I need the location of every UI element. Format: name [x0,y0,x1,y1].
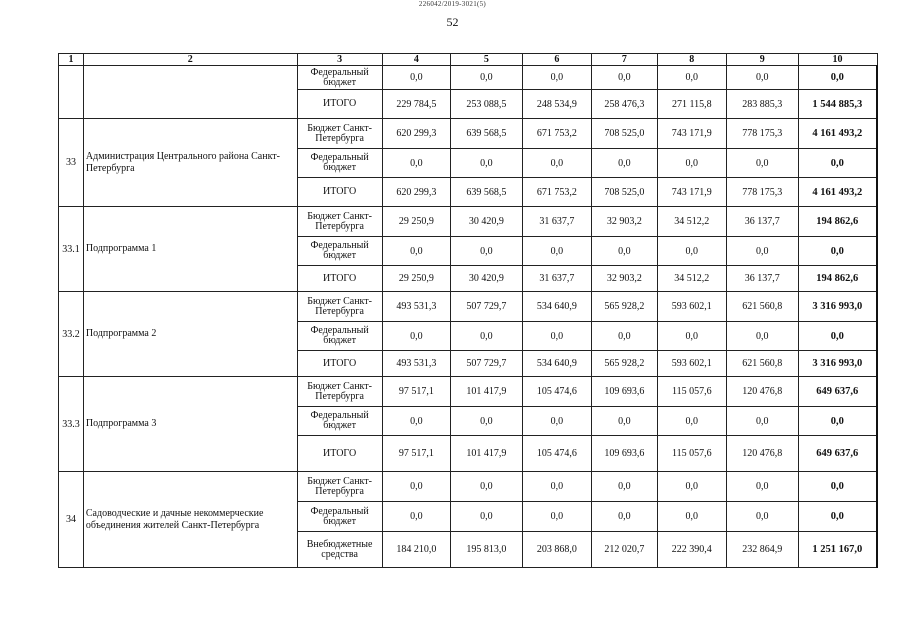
total-value-cell: 0,0 [798,66,877,90]
total-value-cell: 3 316 993,0 [798,292,877,322]
year-value-cell: 0,0 [727,322,799,351]
funding-source-cell: Федеральный бюджет [297,502,382,532]
funding-source-cell: ИТОГО [297,351,382,377]
header-cell: 7 [592,54,657,66]
total-value-cell: 1 544 885,3 [798,90,877,119]
year-value-cell: 115 057,6 [657,436,727,472]
year-value-cell: 0,0 [592,66,657,90]
year-value-cell: 253 088,5 [451,90,523,119]
year-value-cell: 0,0 [657,237,727,266]
funding-source-cell: Бюджет Санкт-Петербурга [297,292,382,322]
year-value-cell: 258 476,3 [592,90,657,119]
page-number: 52 [446,15,459,29]
year-value-cell: 34 512,2 [657,207,727,237]
year-value-cell: 271 115,8 [657,90,727,119]
program-name-cell: Подпрограмма 1 [83,207,297,292]
header-cell: 3 [297,54,382,66]
year-value-cell: 115 057,6 [657,377,727,407]
year-value-cell: 222 390,4 [657,532,727,568]
year-value-cell: 493 531,3 [382,292,450,322]
funding-source-cell: Федеральный бюджет [297,407,382,436]
total-value-cell: 194 862,6 [798,207,877,237]
header-cell: 10 [798,54,877,66]
year-value-cell: 0,0 [592,472,657,502]
year-value-cell: 507 729,7 [451,351,523,377]
total-value-cell: 0,0 [798,502,877,532]
year-value-cell: 36 137,7 [727,266,799,292]
year-value-cell: 621 560,8 [727,292,799,322]
year-value-cell: 639 568,5 [451,178,523,207]
row-number-cell [59,66,84,119]
year-value-cell: 621 560,8 [727,351,799,377]
year-value-cell: 0,0 [657,407,727,436]
document-id: 226042/2019-3021(5) [418,0,487,8]
year-value-cell: 778 175,3 [727,119,799,149]
year-value-cell: 0,0 [657,472,727,502]
year-value-cell: 0,0 [657,502,727,532]
program-name-cell [83,66,297,119]
row-number-cell: 33.2 [59,292,84,377]
total-value-cell: 649 637,6 [798,377,877,407]
year-value-cell: 565 928,2 [592,351,657,377]
table-row [59,377,878,407]
row-number-cell: 33.1 [59,207,84,292]
funding-source-cell: Внебюджетные средства [297,532,382,568]
year-value-cell: 620 299,3 [382,119,450,149]
year-value-cell: 0,0 [382,472,450,502]
year-value-cell: 0,0 [382,407,450,436]
funding-source-cell: ИТОГО [297,266,382,292]
year-value-cell: 0,0 [727,237,799,266]
table-row [59,292,878,322]
year-value-cell: 0,0 [592,149,657,178]
year-value-cell: 36 137,7 [727,207,799,237]
year-value-cell: 708 525,0 [592,119,657,149]
year-value-cell: 0,0 [451,407,523,436]
total-value-cell: 194 862,6 [798,266,877,292]
year-value-cell: 0,0 [522,237,592,266]
year-value-cell: 212 020,7 [592,532,657,568]
year-value-cell: 105 474,6 [522,436,592,472]
year-value-cell: 109 693,6 [592,436,657,472]
table-row [59,207,878,237]
year-value-cell: 34 512,2 [657,266,727,292]
total-value-cell: 0,0 [798,149,877,178]
year-value-cell: 101 417,9 [451,377,523,407]
funding-source-cell: Бюджет Санкт-Петербурга [297,377,382,407]
year-value-cell: 29 250,9 [382,207,450,237]
year-value-cell: 184 210,0 [382,532,450,568]
funding-source-cell: Бюджет Санкт-Петербурга [297,207,382,237]
row-number-cell: 33 [59,119,84,207]
funding-source-cell: Федеральный бюджет [297,322,382,351]
year-value-cell: 0,0 [727,66,799,90]
year-value-cell: 0,0 [727,472,799,502]
year-value-cell: 0,0 [592,407,657,436]
year-value-cell: 0,0 [727,407,799,436]
total-value-cell: 3 316 993,0 [798,351,877,377]
funding-source-cell: ИТОГО [297,90,382,119]
header-row [59,54,878,66]
year-value-cell: 0,0 [592,322,657,351]
program-name-cell: Садоводческие и дачные некоммерческие объединения жителей Санкт-Петербурга [83,472,297,568]
year-value-cell: 195 813,0 [451,532,523,568]
year-value-cell: 283 885,3 [727,90,799,119]
year-value-cell: 708 525,0 [592,178,657,207]
year-value-cell: 229 784,5 [382,90,450,119]
year-value-cell: 671 753,2 [522,119,592,149]
year-value-cell: 32 903,2 [592,266,657,292]
header-cell: 1 [59,54,84,66]
total-value-cell: 4 161 493,2 [798,119,877,149]
table-row [59,472,878,502]
year-value-cell: 671 753,2 [522,178,592,207]
year-value-cell: 0,0 [522,66,592,90]
program-name-cell: Подпрограмма 2 [83,292,297,377]
year-value-cell: 31 637,7 [522,266,592,292]
year-value-cell: 120 476,8 [727,436,799,472]
funding-source-cell: ИТОГО [297,436,382,472]
year-value-cell: 232 864,9 [727,532,799,568]
year-value-cell: 743 171,9 [657,178,727,207]
year-value-cell: 593 602,1 [657,292,727,322]
year-value-cell: 534 640,9 [522,351,592,377]
funding-source-cell: Бюджет Санкт-Петербурга [297,119,382,149]
funding-source-cell: ИТОГО [297,178,382,207]
total-value-cell: 0,0 [798,472,877,502]
year-value-cell: 0,0 [451,149,523,178]
year-value-cell: 0,0 [451,472,523,502]
program-name-cell: Администрация Центрального района Санкт-Петербурга [83,119,297,207]
funding-source-cell: Федеральный бюджет [297,149,382,178]
year-value-cell: 203 868,0 [522,532,592,568]
year-value-cell: 109 693,6 [592,377,657,407]
year-value-cell: 0,0 [382,322,450,351]
funding-source-cell: Федеральный бюджет [297,66,382,90]
row-number-cell: 34 [59,472,84,568]
year-value-cell: 565 928,2 [592,292,657,322]
year-value-cell: 0,0 [657,322,727,351]
program-name-cell: Подпрограмма 3 [83,377,297,472]
header-cell: 4 [382,54,450,66]
funding-source-cell: Бюджет Санкт-Петербурга [297,472,382,502]
year-value-cell: 0,0 [727,502,799,532]
year-value-cell: 97 517,1 [382,436,450,472]
row-number-cell: 33.3 [59,377,84,472]
header-cell: 9 [727,54,799,66]
year-value-cell: 639 568,5 [451,119,523,149]
year-value-cell: 29 250,9 [382,266,450,292]
table-row [59,66,878,90]
year-value-cell: 31 637,7 [522,207,592,237]
total-value-cell: 4 161 493,2 [798,178,877,207]
year-value-cell: 507 729,7 [451,292,523,322]
header-cell: 5 [451,54,523,66]
year-value-cell: 0,0 [382,237,450,266]
year-value-cell: 743 171,9 [657,119,727,149]
year-value-cell: 0,0 [592,502,657,532]
year-value-cell: 0,0 [522,322,592,351]
header-cell: 8 [657,54,727,66]
year-value-cell: 0,0 [522,472,592,502]
year-value-cell: 0,0 [657,149,727,178]
year-value-cell: 0,0 [522,502,592,532]
year-value-cell: 0,0 [382,502,450,532]
year-value-cell: 0,0 [382,149,450,178]
year-value-cell: 778 175,3 [727,178,799,207]
total-value-cell: 649 637,6 [798,436,877,472]
year-value-cell: 593 602,1 [657,351,727,377]
budget-table [58,53,878,568]
year-value-cell: 534 640,9 [522,292,592,322]
header-cell: 6 [522,54,592,66]
year-value-cell: 97 517,1 [382,377,450,407]
funding-source-cell: Федеральный бюджет [297,237,382,266]
year-value-cell: 0,0 [727,149,799,178]
year-value-cell: 248 534,9 [522,90,592,119]
total-value-cell: 1 251 167,0 [798,532,877,568]
header-cell: 2 [83,54,297,66]
year-value-cell: 32 903,2 [592,207,657,237]
year-value-cell: 0,0 [522,149,592,178]
year-value-cell: 0,0 [382,66,450,90]
year-value-cell: 493 531,3 [382,351,450,377]
year-value-cell: 0,0 [657,66,727,90]
year-value-cell: 105 474,6 [522,377,592,407]
year-value-cell: 0,0 [451,322,523,351]
year-value-cell: 0,0 [592,237,657,266]
year-value-cell: 120 476,8 [727,377,799,407]
year-value-cell: 0,0 [522,407,592,436]
year-value-cell: 0,0 [451,237,523,266]
year-value-cell: 101 417,9 [451,436,523,472]
total-value-cell: 0,0 [798,237,877,266]
total-value-cell: 0,0 [798,322,877,351]
table-row [59,119,878,149]
total-value-cell: 0,0 [798,407,877,436]
year-value-cell: 0,0 [451,66,523,90]
year-value-cell: 30 420,9 [451,266,523,292]
year-value-cell: 30 420,9 [451,207,523,237]
year-value-cell: 620 299,3 [382,178,450,207]
year-value-cell: 0,0 [451,502,523,532]
